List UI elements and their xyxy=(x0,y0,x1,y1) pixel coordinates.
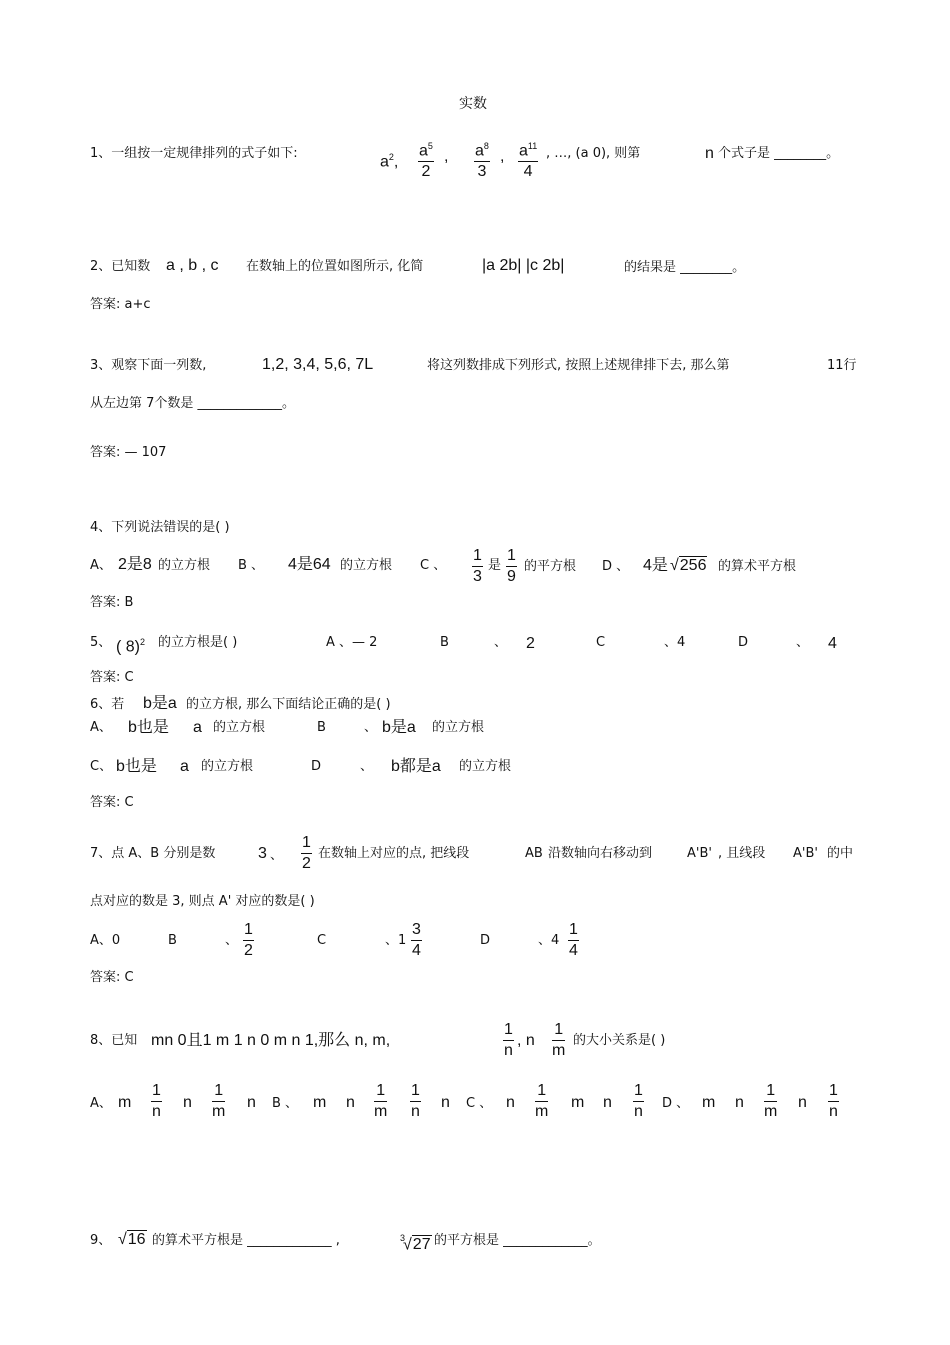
q3-line2: 从左边第 7个数是 _____________。 xyxy=(90,396,296,411)
q1-frac4-num: a xyxy=(519,142,528,160)
q8-frac1-num: 1 xyxy=(504,1021,513,1038)
q8-tail: 的大小关系是( ) xyxy=(573,1033,666,1048)
q8-optD-frac2-num: 1 xyxy=(829,1082,838,1099)
q5-optB: B xyxy=(440,635,449,650)
q6-optB-sep: 、 xyxy=(364,720,378,735)
q8-optB-frac1-num: 1 xyxy=(376,1082,386,1099)
q2-mid: 在数轴上的位置如图所示, 化简 xyxy=(246,259,424,274)
q6-optA-a: a xyxy=(193,719,202,736)
q7-optD-sep: 、4 xyxy=(538,933,560,948)
q6-optB-text: 的立方根 xyxy=(432,720,485,735)
q1-tail-a: , …, (a 0), 则第 xyxy=(546,146,641,161)
q7-ap2: A'B' xyxy=(793,846,818,861)
q8-optC-frac2-den: n xyxy=(634,1103,643,1120)
q9-text2: 的平方根是 _____________。 xyxy=(434,1233,601,1248)
q1-n: n xyxy=(705,145,714,162)
q8-optA-frac1 xyxy=(151,1082,162,1121)
q4-optC-text: 的平方根 xyxy=(524,559,577,574)
q7-optD: D xyxy=(480,933,491,948)
q4-optB-text: 的立方根 xyxy=(340,558,393,573)
q6-optC-text: 的立方根 xyxy=(201,759,254,774)
q8-frac2-num: 1 xyxy=(554,1021,564,1038)
q2-answer: 答案: a+c xyxy=(90,297,151,312)
q8-optC-m: m xyxy=(571,1094,585,1111)
q7-optB-frac-den: 2 xyxy=(244,942,253,959)
q7-prefix: 7、点 A、B 分别是数 xyxy=(90,846,216,861)
q5-optD-val: 4 xyxy=(828,635,837,652)
q3-mid: 将这列数排成下列形式, 按照上述规律排下去, 那么第 xyxy=(427,358,730,373)
q5-text: 的立方根是( ) xyxy=(158,635,238,650)
q7-n3: 3 xyxy=(258,845,267,862)
q5-answer: 答案: C xyxy=(90,670,134,685)
q8-prefix: 8、已知 xyxy=(90,1033,138,1048)
q8-optD-frac1 xyxy=(764,1082,777,1121)
q9-text1: 的算术平方根是 _____________ , xyxy=(152,1233,340,1248)
q7-ab: AB xyxy=(525,846,543,861)
q4-optA-text: 的立方根 xyxy=(158,558,211,573)
q5-prefix: 5、 xyxy=(90,635,112,650)
q6-optB-label: B xyxy=(317,720,326,735)
q6-optA-text: 的立方根 xyxy=(213,720,266,735)
q7-optC-frac xyxy=(411,921,422,960)
q8-optD-label: D 、 xyxy=(662,1096,690,1111)
q7-optA: A、0 xyxy=(90,933,121,948)
q4-answer: 答案: B xyxy=(90,595,134,610)
q4-optC-frac2 xyxy=(506,547,517,586)
q8-frac1 xyxy=(503,1021,514,1060)
q8-mid: , n xyxy=(517,1032,535,1049)
q6-optD-text: 的立方根 xyxy=(459,759,512,774)
q2-prefix: 2、已知数 xyxy=(90,259,151,274)
q5-optB-sep: 、 xyxy=(494,635,508,650)
q3-seq: 1,2, 3,4, 5,6, 7L xyxy=(262,356,374,373)
q7-mid3: , 且线段 xyxy=(718,846,766,861)
q8-frac1-den: n xyxy=(504,1042,513,1059)
q6-stem-a: 6、若 xyxy=(90,697,125,712)
q8-optA-label: A、 xyxy=(90,1096,112,1111)
q6-optD-label: D xyxy=(311,759,322,774)
q7-optC-sep: 、1 xyxy=(385,933,407,948)
q7-line2: 点对应的数是 3, 则点 A' 对应的数是( ) xyxy=(90,894,315,909)
q3-row: 11行 xyxy=(827,358,857,373)
q1-frac2-den: 2 xyxy=(421,163,431,181)
q4-stem: 4、下列说法错误的是( ) xyxy=(90,520,230,535)
q8-optD-m: m xyxy=(702,1094,716,1111)
q8-optC-n: n xyxy=(506,1094,515,1111)
q8-optB-frac2-den: n xyxy=(411,1103,420,1120)
q6-optD-math: b都是a xyxy=(391,758,441,775)
q9-sqrt1: √16 xyxy=(118,1231,146,1248)
q1-frac3-den: 3 xyxy=(477,163,487,181)
q7-optD-frac-den: 4 xyxy=(569,942,578,959)
q8-optB-label: B 、 xyxy=(272,1096,299,1111)
q4-optD-radicand: 256 xyxy=(679,557,707,574)
q7-mid: 在数轴上对应的点, 把线段 xyxy=(318,846,470,861)
q4-optD-sqrt: √256 xyxy=(670,557,707,574)
q5-optD: D xyxy=(738,635,749,650)
q8-optD-n: n xyxy=(735,1094,744,1111)
q1-term1-base: a xyxy=(380,153,389,171)
q8-optB-n: n xyxy=(346,1094,355,1111)
q6-stem-math: b是a xyxy=(143,695,177,712)
q1-frac4-den: 4 xyxy=(523,163,533,181)
q8-optB-frac1-den: m xyxy=(374,1103,388,1120)
q7-optB-frac xyxy=(243,921,254,960)
q6-optC-label: C、 xyxy=(90,759,113,774)
q8-optA-frac2 xyxy=(212,1082,225,1121)
q7-optC: C xyxy=(317,933,327,948)
q6-optC-math: b也是 xyxy=(116,758,157,775)
page-title: 实数 xyxy=(459,96,487,112)
q5-optA: A 、— 2 xyxy=(326,635,378,650)
q4-optA-math: 2是8 xyxy=(118,556,152,573)
q7-sep: 、 xyxy=(270,848,284,863)
q8-optB-frac1 xyxy=(374,1082,387,1121)
q3-prefix: 3、观察下面一列数, xyxy=(90,358,207,373)
q8-optC-frac1 xyxy=(535,1082,548,1121)
q4-optC-label: C 、 xyxy=(420,558,447,573)
q5-optC-val: 、4 xyxy=(664,635,686,650)
q6-optB-math: b是a xyxy=(382,719,416,736)
q8-optB-m: m xyxy=(313,1094,327,1111)
q8-frac2 xyxy=(552,1021,565,1060)
q6-optD-sep: 、 xyxy=(360,759,374,774)
q3-answer: 答案: — 107 xyxy=(90,445,167,460)
q4-optC-is: 是 xyxy=(488,558,502,573)
q8-optD-frac1-num: 1 xyxy=(766,1082,776,1099)
q4-optC-frac1-num: 1 xyxy=(473,547,482,564)
q7-tail: 的中 xyxy=(827,846,854,861)
q6-answer: 答案: C xyxy=(90,795,134,810)
q9-cbrt: $^3$√27 xyxy=(400,1233,431,1254)
q6-optA-label: A、 xyxy=(90,720,112,735)
q5-expr-base: ( 8) xyxy=(116,638,140,656)
q8-optB-frac2-num: 1 xyxy=(411,1082,420,1099)
q7-optB: B xyxy=(168,933,177,948)
q8-optB-n2: n xyxy=(441,1094,450,1111)
q9-sqrt1-radicand: 16 xyxy=(127,1231,146,1248)
q4-optD-text: 的算术平方根 xyxy=(718,559,797,574)
q8-optC-n2: n xyxy=(603,1094,612,1111)
q8-cond: mn 0且1 m 1 n 0 m n 1,那么 n, m, xyxy=(151,1032,391,1049)
q7-optD-frac xyxy=(568,921,579,960)
q7-optC-frac-num: 3 xyxy=(412,921,421,938)
q8-optA-n2: n xyxy=(247,1094,256,1111)
q5-expr-exp: 2 xyxy=(140,637,146,647)
q8-optD-frac2 xyxy=(828,1082,839,1121)
q5-optD-sep: 、 xyxy=(796,635,810,650)
q9-cbrt-radicand: 27 xyxy=(412,1236,431,1254)
q4-optC-frac1 xyxy=(472,547,483,586)
q9-cbrt-index: 3 xyxy=(400,1233,406,1243)
q8-optC-label: C 、 xyxy=(466,1096,493,1111)
q7-frac xyxy=(301,834,312,873)
q8-optA-frac2-num: 1 xyxy=(214,1082,224,1099)
q7-answer: 答案: C xyxy=(90,970,134,985)
q2-vars: a , b , c xyxy=(166,257,219,274)
q4-optD-math: 4是 xyxy=(643,557,668,574)
q7-mid2: 沿数轴向右移动到 xyxy=(548,846,653,861)
q4-optD-label: D 、 xyxy=(602,559,630,574)
q6-stem-b: 的立方根, 那么下面结论正确的是( ) xyxy=(186,697,391,712)
q7-frac-den: 2 xyxy=(302,855,311,872)
q8-optA-frac1-den: n xyxy=(152,1103,161,1120)
q1-comma3: , xyxy=(500,148,505,165)
q8-optA-m: m xyxy=(118,1094,132,1111)
q1-prefix: 1、一组按一定规律排列的式子如下: xyxy=(90,146,298,161)
q7-ap: A'B' xyxy=(687,846,712,861)
q9-prefix: 9、 xyxy=(90,1233,112,1248)
q7-optB-sep: 、 xyxy=(225,933,239,948)
q8-optC-frac1-num: 1 xyxy=(537,1082,547,1099)
q4-optC-frac2-num: 1 xyxy=(507,547,516,564)
q8-optC-frac2-num: 1 xyxy=(634,1082,643,1099)
q8-optB-frac2 xyxy=(410,1082,421,1121)
q8-optD-frac1-den: m xyxy=(764,1103,778,1120)
q6-optA-math: b也是 xyxy=(128,719,169,736)
q5-expr xyxy=(116,633,145,656)
q5-optC: C xyxy=(596,635,606,650)
q8-optD-n2: n xyxy=(798,1094,807,1111)
q8-frac2-den: m xyxy=(552,1042,566,1059)
q4-optC-frac2-den: 9 xyxy=(507,568,516,585)
q2-expr: |a 2b| |c 2b| xyxy=(482,257,565,274)
q7-optC-frac-den: 4 xyxy=(412,942,421,959)
q8-optC-frac2 xyxy=(633,1082,644,1121)
q8-optA-frac2-den: m xyxy=(212,1103,226,1120)
q1-term1-exp: 2 xyxy=(388,152,394,162)
q8-optC-frac1-den: m xyxy=(535,1103,549,1120)
q7-frac-num: 1 xyxy=(302,834,311,851)
q8-optA-frac1-num: 1 xyxy=(152,1082,161,1099)
q2-tail: 的结果是 ________。 xyxy=(624,260,746,275)
q1-term1: $a^2$, xyxy=(380,152,399,171)
q1-frac2-num: a xyxy=(419,142,428,160)
q4-optB-math: 4是64 xyxy=(288,556,331,573)
q4-optC-frac1-den: 3 xyxy=(473,568,482,585)
q1-frac3 xyxy=(474,137,490,181)
q7-optB-frac-num: 1 xyxy=(244,921,253,938)
q1-frac2-exp: 5 xyxy=(427,141,433,151)
q4-optA-label: A、 xyxy=(90,558,112,573)
q1-frac3-num: a xyxy=(475,142,484,160)
q5-optB-val: 2 xyxy=(526,635,535,652)
q6-optC-a: a xyxy=(180,758,189,775)
q1-frac3-exp: 8 xyxy=(483,141,489,151)
q1-tail-b: 个式子是 ________。 xyxy=(718,146,840,161)
q1-frac4-exp: 11 xyxy=(527,141,538,151)
q8-optA-n: n xyxy=(183,1094,192,1111)
q4-optB-label: B 、 xyxy=(238,558,265,573)
q1-comma2: , xyxy=(444,148,449,165)
q7-optD-frac-num: 1 xyxy=(569,921,578,938)
q1-frac2 xyxy=(418,137,434,181)
q1-frac4 xyxy=(518,137,538,181)
q8-optD-frac2-den: n xyxy=(829,1103,838,1120)
